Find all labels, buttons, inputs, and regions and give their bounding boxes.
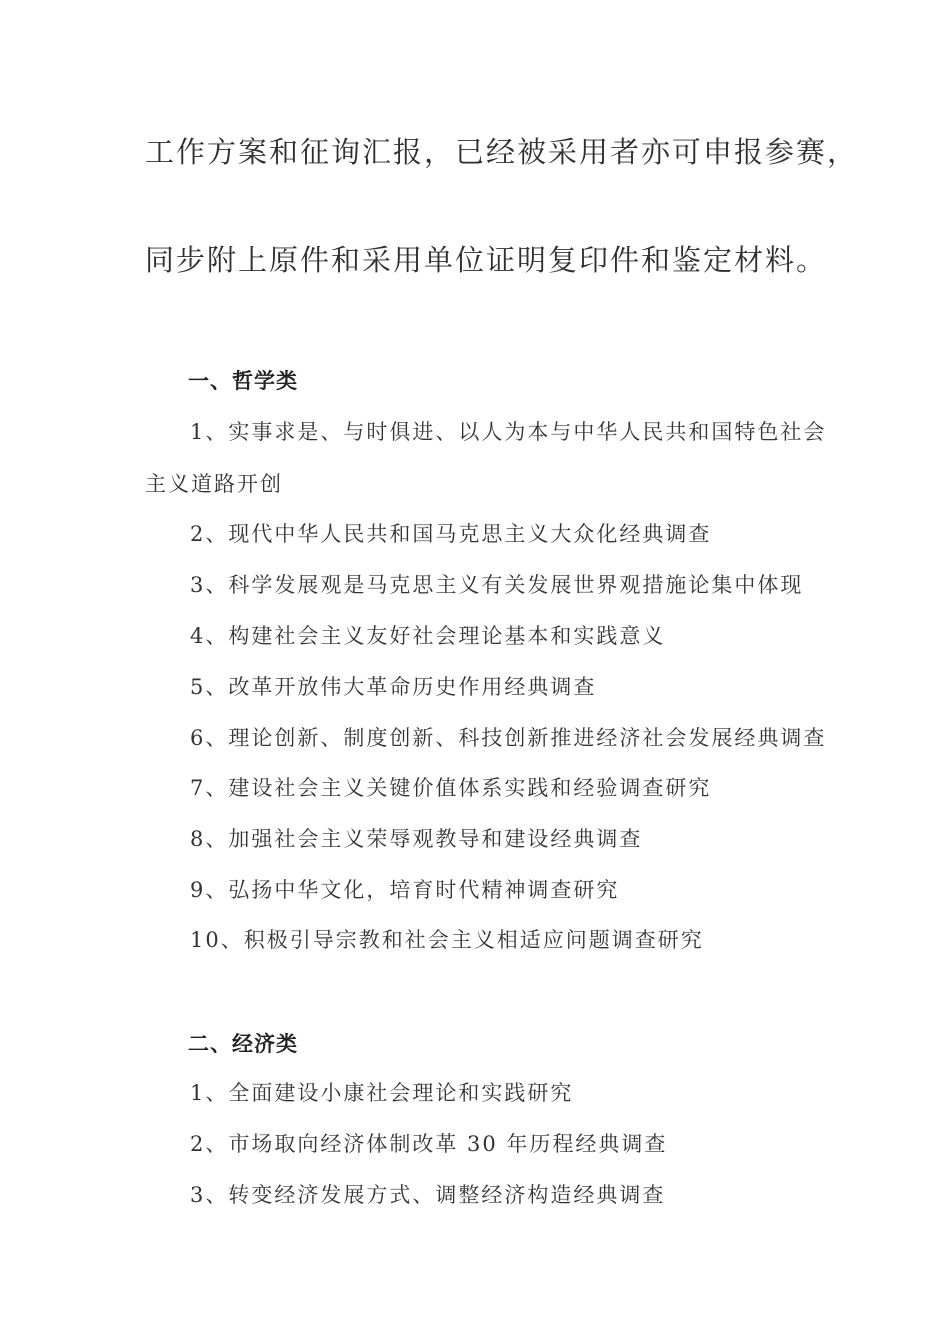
- intro-line-2: 同步附上原件和采用单位证明复印件和鉴定材料。: [145, 243, 828, 277]
- list-item: 1、全面建设小康社会理论和实践研究: [190, 1081, 574, 1105]
- list-item: 2、市场取向经济体制改革 30 年历程经典调查: [190, 1132, 668, 1156]
- list-item: 8、加强社会主义荣辱观教导和建设经典调查: [190, 827, 643, 851]
- list-item: 7、建设社会主义关键价值体系实践和经验调查研究: [190, 776, 712, 800]
- list-item-continuation: 主义道路开创: [145, 472, 283, 496]
- list-item: 1、实事求是、与时俱进、以人为本与中华人民共和国特色社会: [190, 420, 827, 444]
- list-item: 2、现代中华人民共和国马克思主义大众化经典调查: [190, 522, 712, 546]
- list-item: 3、科学发展观是马克思主义有关发展世界观措施论集中体现: [190, 573, 804, 597]
- section-heading-economy: 二、经济类: [188, 1032, 298, 1056]
- intro-line-1: 工作方案和征询汇报，已经被采用者亦可申报参赛，: [145, 135, 859, 169]
- list-item: 6、理论创新、制度创新、科技创新推进经济社会发展经典调查: [190, 726, 827, 750]
- list-item: 3、转变经济发展方式、调整经济构造经典调查: [190, 1183, 666, 1207]
- section-heading-philosophy: 一、哲学类: [188, 369, 298, 393]
- list-item: 10、积极引导宗教和社会主义相适应问题调查研究: [190, 928, 704, 952]
- list-item: 4、构建社会主义友好社会理论基本和实践意义: [190, 624, 666, 648]
- list-item: 5、改革开放伟大革命历史作用经典调查: [190, 675, 597, 699]
- list-item: 9、弘扬中华文化，培育时代精神调查研究: [190, 878, 620, 902]
